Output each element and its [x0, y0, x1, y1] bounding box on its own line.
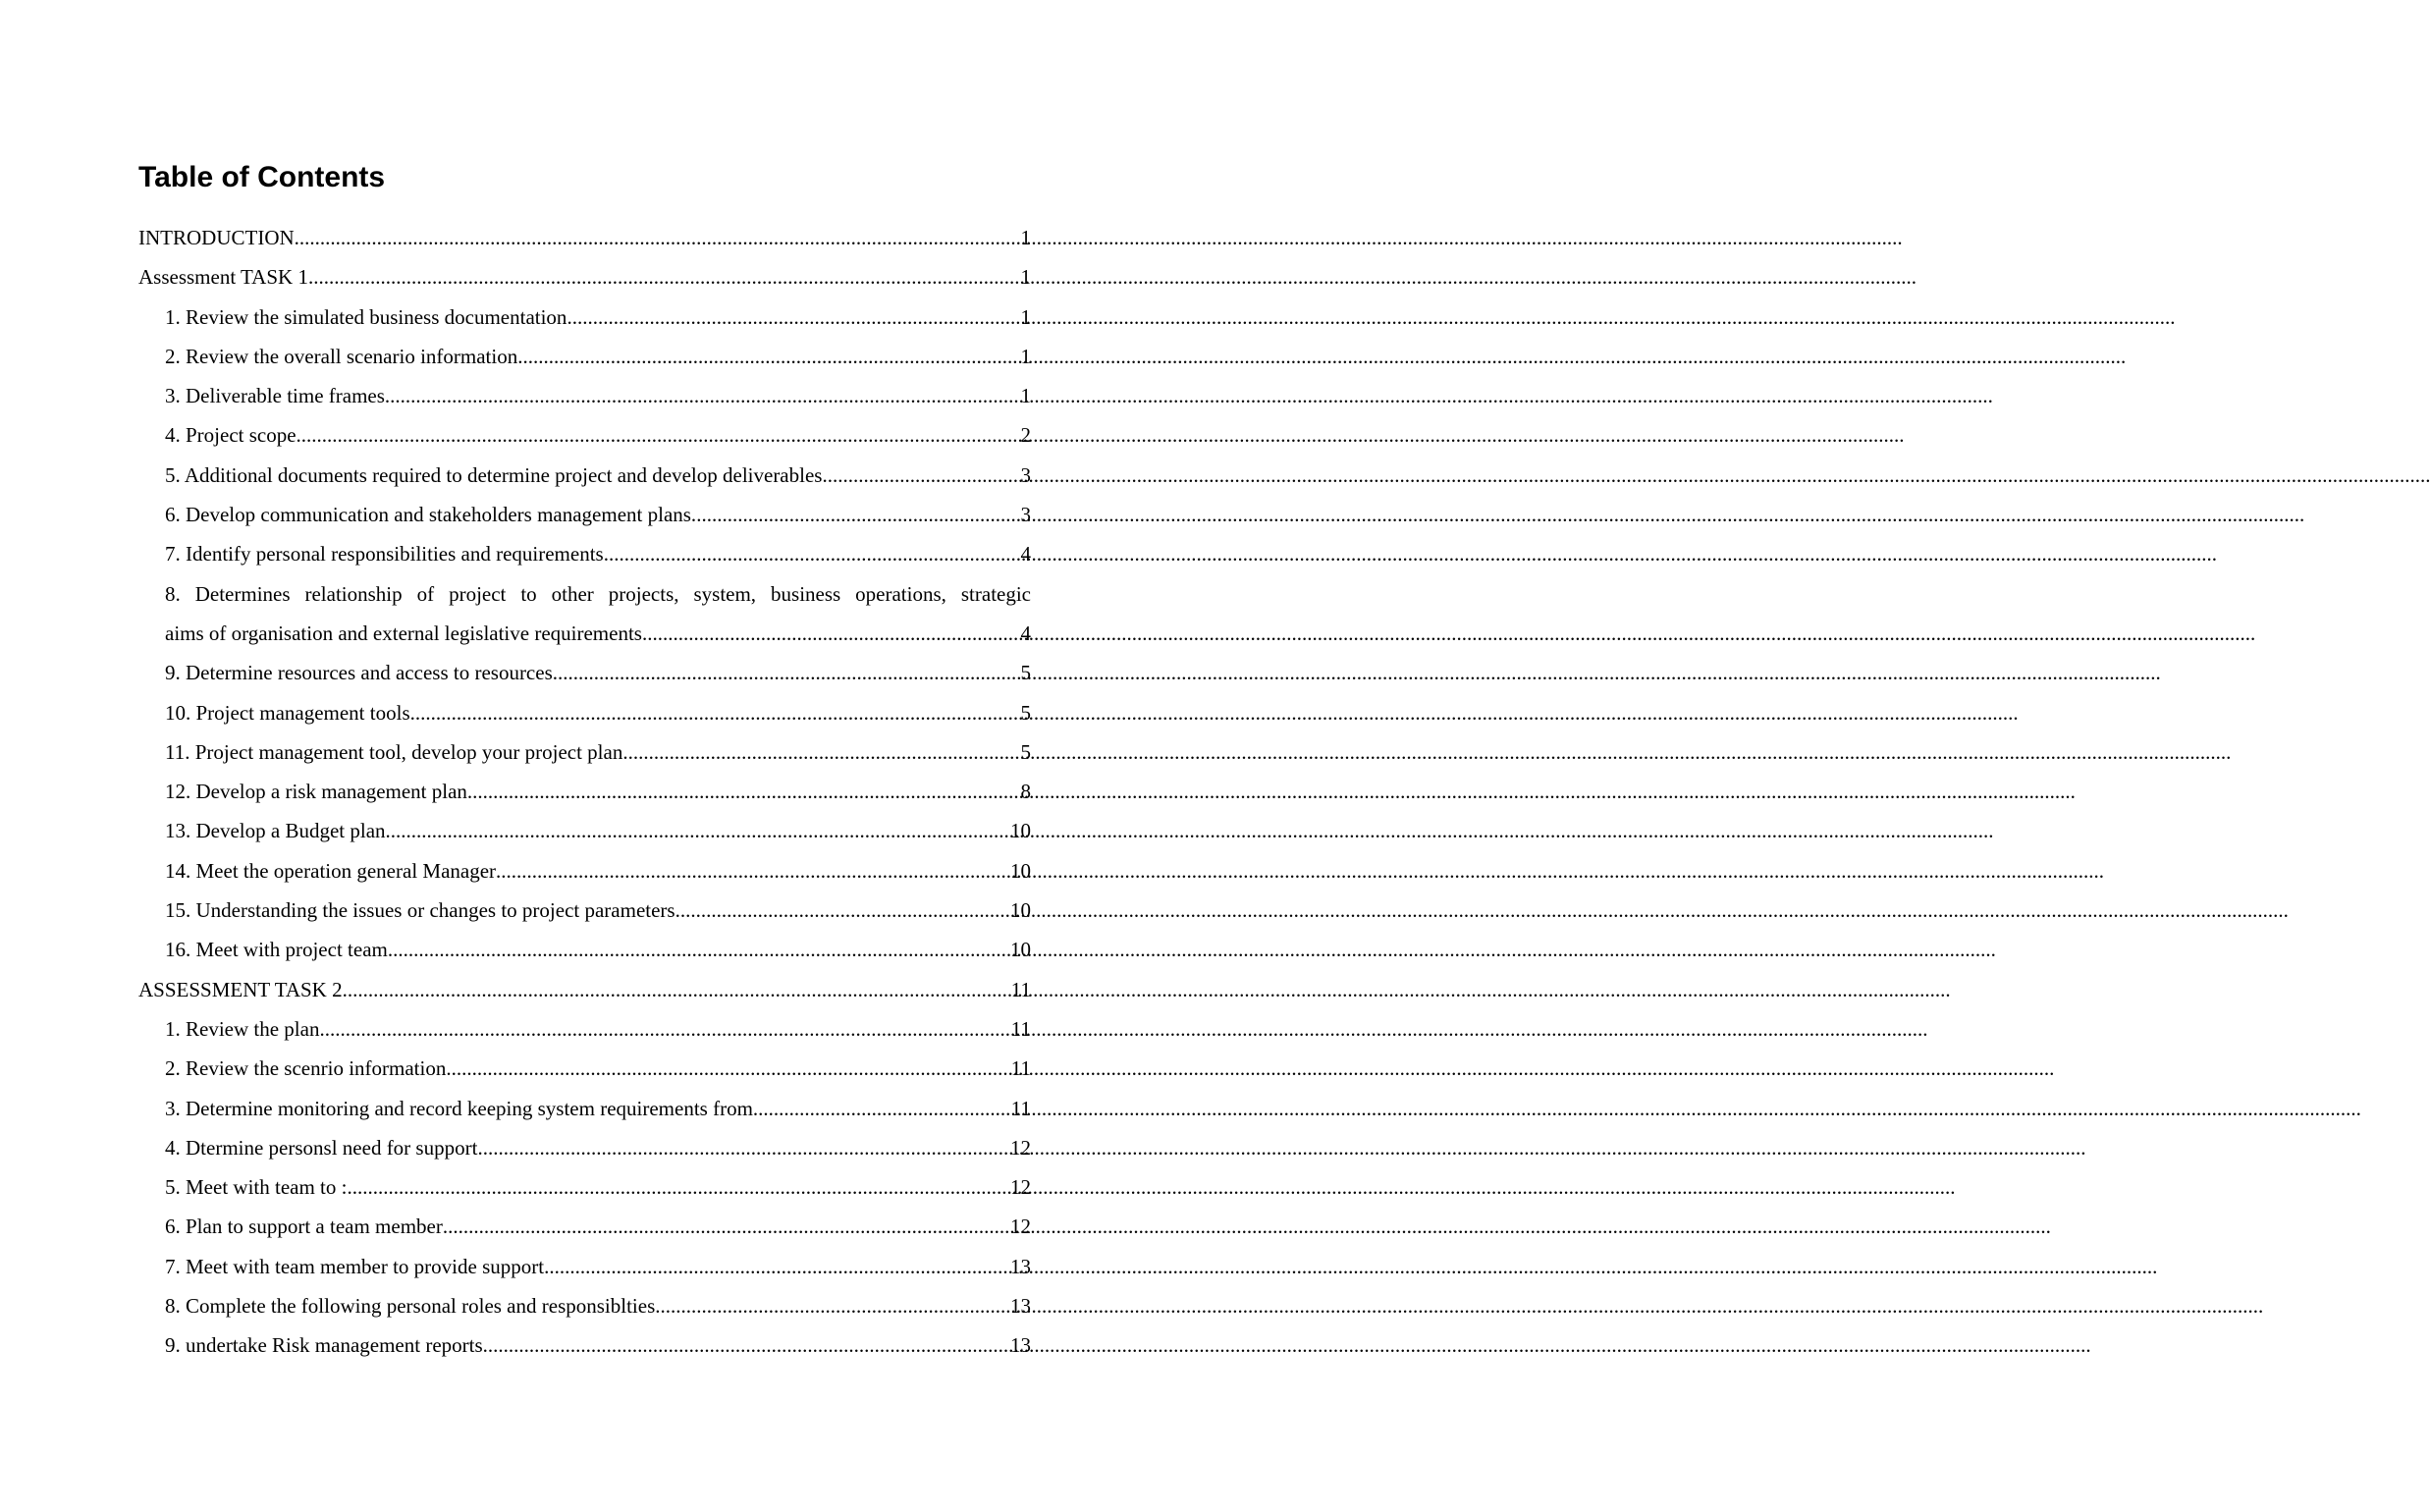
toc-page-number: 3: [1020, 462, 1031, 487]
toc-entry-text: 8. Complete the following personal roles and responsiblties: [165, 1294, 656, 1319]
toc-leader-dots: [496, 851, 1010, 891]
toc-page-number: 4: [1020, 621, 1031, 645]
toc-entry[interactable]: [138, 1049, 1031, 1088]
toc-entry[interactable]: [138, 930, 1031, 969]
toc-page-number: 1: [1020, 304, 1031, 329]
toc-leader-dots: [549, 1247, 1010, 1286]
toc-page-number: 11: [1010, 1016, 1031, 1041]
toc-entry-text: 9. undertake Risk management reports: [165, 1333, 483, 1358]
toc-entry-text: 2. Review the scenrio information: [165, 1056, 447, 1081]
toc-leader-dots: [553, 653, 1021, 692]
toc-leader-dots: [647, 614, 1020, 653]
toc-entry-text: ASSESSMENT TASK 2: [138, 977, 343, 1001]
toc-page-number: 8: [1020, 780, 1031, 804]
toc-leader-dots: [483, 1325, 1010, 1365]
toc-entry[interactable]: [138, 891, 1031, 930]
toc-entry-line-two: [165, 614, 1031, 653]
toc-entry-assessment-task-2[interactable]: [138, 970, 1031, 1009]
toc-entry[interactable]: [138, 1167, 1031, 1207]
toc-leader-dots: [822, 456, 1020, 495]
toc-entry-text: Assessment TASK 1: [138, 265, 308, 290]
toc-entry[interactable]: [138, 297, 1031, 337]
toc-entry-text: 3. Deliverable time frames: [165, 384, 385, 408]
toc-page-number: 11: [1010, 977, 1031, 1001]
toc-entry-text: 9. Determine resources and access to resources: [165, 661, 553, 685]
toc-leader-dots: [753, 1089, 1011, 1128]
toc-page-number: 3: [1020, 503, 1031, 527]
toc-leader-dots: [696, 495, 1020, 534]
toc-entry-text-line-one: 8. Determines relationship of project to other projects, system, business operations, strategic: [165, 581, 1031, 606]
toc-entry[interactable]: [138, 693, 1031, 732]
toc-entry-text: 5. Additional documents required to determine project and develop deliverables: [165, 462, 823, 487]
toc-entry-multiline[interactable]: [138, 574, 1031, 654]
toc-entry[interactable]: [138, 376, 1031, 415]
toc-leader-dots: [567, 297, 1020, 337]
toc-leader-dots: [388, 930, 1010, 969]
toc-entry-text: 12. Develop a risk management plan: [165, 780, 467, 804]
toc-entry[interactable]: [138, 1207, 1031, 1246]
toc-leader-dots: [385, 376, 1021, 415]
toc-entry-text: 4. Dtermine personsl need for support: [165, 1135, 478, 1160]
toc-leader-dots: [467, 772, 1021, 811]
toc-page-number: 10: [1010, 898, 1031, 923]
toc-entry-text: 1. Review the plan: [165, 1016, 320, 1041]
toc-page-number: 1: [1020, 384, 1031, 408]
toc-leader-dots: [609, 534, 1021, 573]
toc-entry[interactable]: [138, 653, 1031, 692]
toc-entry-text: 7. Identify personal responsibilities and requirements.: [165, 542, 609, 567]
toc-leader-dots: [297, 415, 1021, 455]
toc-entry[interactable]: [138, 534, 1031, 573]
toc-leader-dots: [446, 1049, 1010, 1088]
toc-leader-dots: [295, 218, 1021, 257]
toc-leader-dots: [410, 693, 1021, 732]
toc-entry[interactable]: [138, 732, 1031, 772]
toc-leader-dots: [622, 732, 1020, 772]
toc-entry-text: 5. Meet with team to :: [165, 1175, 348, 1200]
toc-title: Table of Contents: [138, 161, 386, 193]
toc-page-number: 13: [1010, 1333, 1031, 1358]
toc-list: [138, 218, 1031, 1366]
toc-entry-text: 3. Determine monitoring and record keeping system requirements from: [165, 1096, 753, 1120]
toc-page-number: 10: [1010, 858, 1031, 883]
toc-entry[interactable]: [138, 1009, 1031, 1049]
toc-entry[interactable]: [138, 1286, 1031, 1325]
toc-entry-text: 7. Meet with team member to provide support.: [165, 1254, 550, 1278]
toc-page-number: 13: [1010, 1254, 1031, 1278]
toc-entry-text: 4. Project scope: [165, 423, 297, 448]
toc-entry-text: 14. Meet the operation general Manager: [165, 858, 497, 883]
toc-entry-text-line-two: aims of organisation and external legislative requirements.: [165, 621, 648, 645]
toc-page-number: 5: [1020, 739, 1031, 764]
toc-entry[interactable]: [138, 415, 1031, 455]
toc-page-number: 4: [1020, 542, 1031, 567]
toc-entry-text: 1. Review the simulated business documentation: [165, 304, 567, 329]
toc-page-number: 5: [1020, 661, 1031, 685]
toc-entry-text: 6. Develop communication and stakeholders management plans.: [165, 503, 697, 527]
toc-page-number: 1: [1020, 226, 1031, 249]
toc-entry-text: 15. Understanding the issues or changes to project parameters.: [165, 898, 680, 923]
toc-leader-dots: [347, 1167, 1010, 1207]
toc-entry-text: 13. Develop a Budget plan: [165, 819, 386, 843]
toc-entry-text: INTRODUCTION: [138, 226, 295, 249]
toc-leader-dots: [655, 1286, 1010, 1325]
toc-entry-text: 11. Project management tool, develop your project plan: [165, 739, 623, 764]
toc-entry-assessment-task-1[interactable]: [138, 257, 1031, 297]
toc-entry-text: 6. Plan to support a team member: [165, 1215, 443, 1239]
toc-entry[interactable]: [138, 456, 1031, 495]
toc-page-number: 10: [1010, 819, 1031, 843]
toc-page-number: 13: [1010, 1294, 1031, 1319]
toc-page-number: 1: [1020, 344, 1031, 368]
toc-page-number: 12: [1010, 1135, 1031, 1160]
toc-leader-dots: [517, 337, 1020, 376]
toc-entry[interactable]: [138, 772, 1031, 811]
toc-leader-dots: [308, 257, 1021, 297]
toc-entry-introduction[interactable]: [138, 218, 1031, 257]
toc-leader-dots: [319, 1009, 1010, 1049]
toc-page-number: 11: [1010, 1056, 1031, 1081]
toc-entry[interactable]: [138, 1089, 1031, 1128]
toc-entry[interactable]: [138, 851, 1031, 891]
toc-page-number: 12: [1010, 1215, 1031, 1239]
toc-page-number: 10: [1010, 938, 1031, 962]
toc-entry-text: 10. Project management tools: [165, 700, 410, 725]
toc-entry-text: 16. Meet with project team: [165, 938, 388, 962]
toc-leader-dots: [443, 1207, 1010, 1246]
toc-leader-dots: [680, 891, 1010, 930]
toc-entry[interactable]: [138, 337, 1031, 376]
toc-page-number: 5: [1020, 700, 1031, 725]
toc-entry[interactable]: [138, 1128, 1031, 1167]
toc-entry[interactable]: [138, 495, 1031, 534]
toc-entry[interactable]: [138, 811, 1031, 850]
toc-page-number: 2: [1020, 423, 1031, 448]
toc-page-number: 1: [1020, 265, 1031, 290]
toc-page-number: 12: [1010, 1175, 1031, 1200]
toc-leader-dots: [343, 970, 1011, 1009]
document-page: [0, 0, 1168, 1512]
toc-leader-dots: [477, 1128, 1010, 1167]
toc-entry-text: 2. Review the overall scenario information: [165, 344, 518, 368]
toc-page-number: 11: [1010, 1096, 1031, 1120]
toc-entry[interactable]: [138, 1247, 1031, 1286]
toc-entry[interactable]: [138, 1325, 1031, 1365]
toc-leader-dots: [386, 811, 1010, 850]
